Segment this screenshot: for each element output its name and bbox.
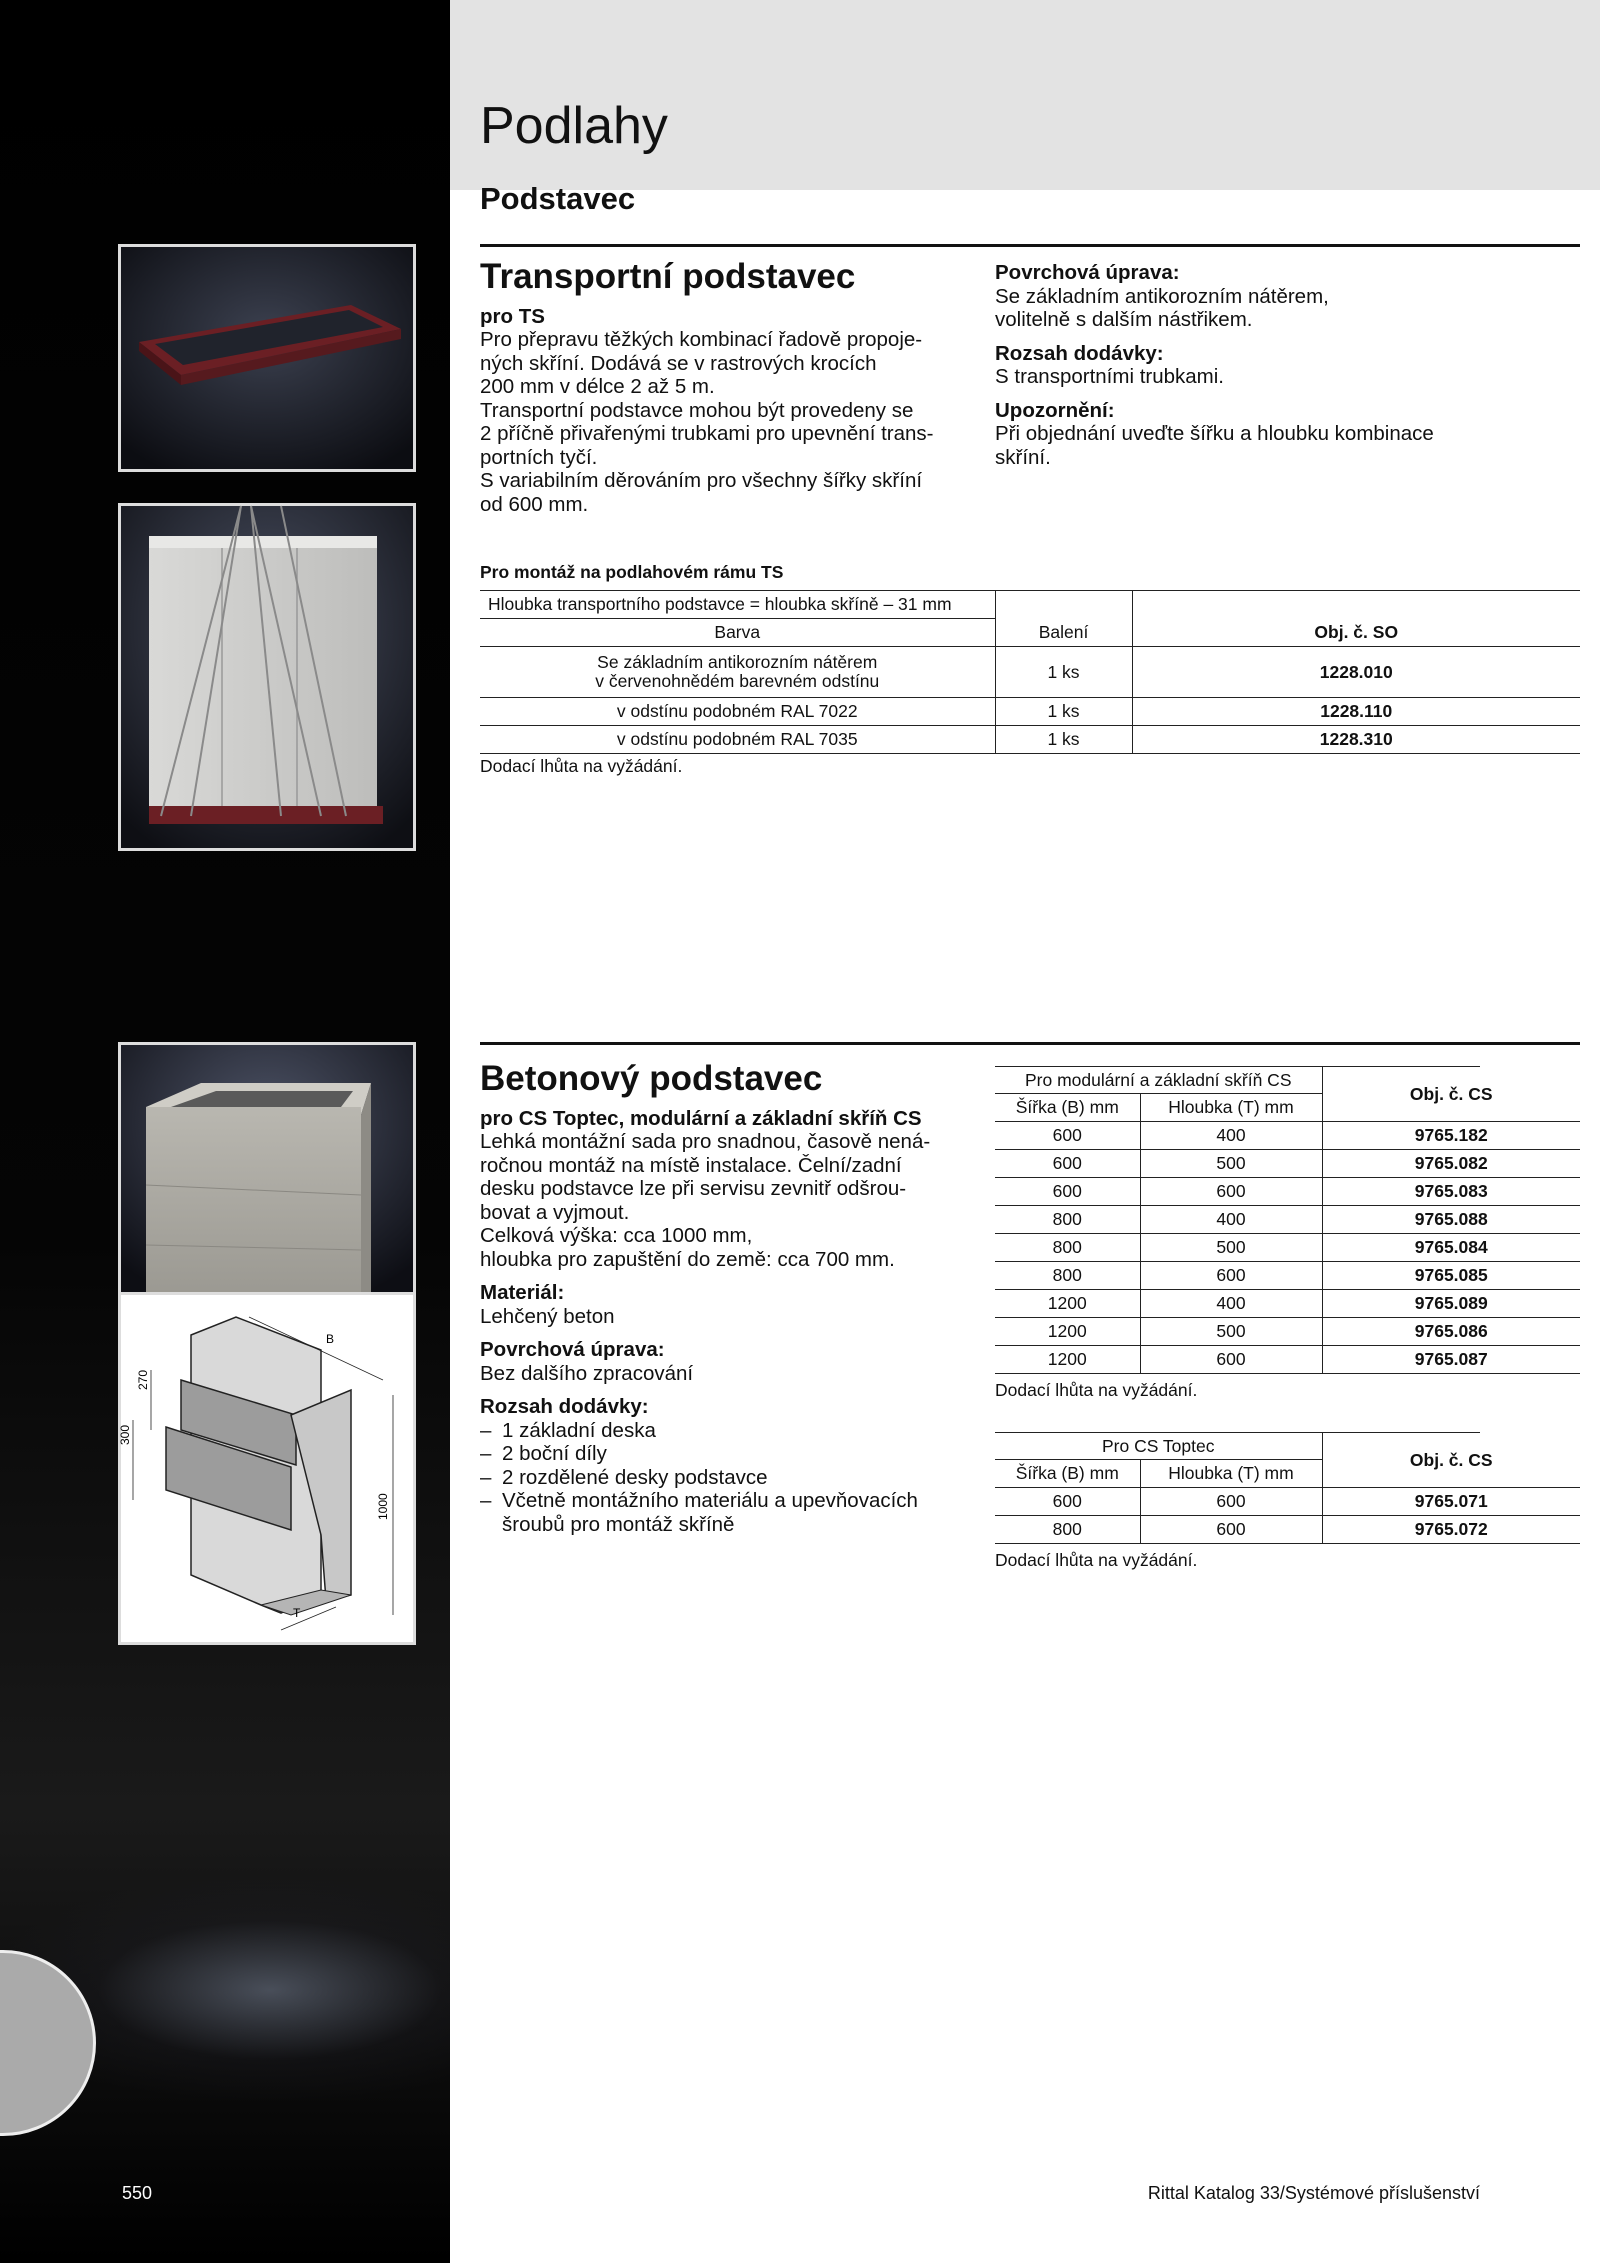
list-item: – Včetně montážního materiálu a upevňovacích šroubů pro montáž skříně <box>480 1489 960 1536</box>
cs-modular-table <box>995 1067 1580 1374</box>
table-row <box>995 1262 1580 1290</box>
order-no-cell: 9765.083 <box>1322 1178 1580 1206</box>
section1-title: Transportní podstavec <box>480 257 856 296</box>
order-no-cell: 9765.088 <box>1322 1206 1580 1234</box>
concrete-base-image <box>121 1045 413 1301</box>
depth-cell: 600 <box>1140 1262 1322 1290</box>
scope2-heading: Rozsah dodávky: <box>480 1395 649 1418</box>
depth-cell: 400 <box>1140 1206 1322 1234</box>
section2-description: Lehká montážní sada pro snadnou, časově nená- ročnou montáž na místě instalace. Čelní/zadní desku podstavce lze při servisu zevnitř odšrou- bovat a vyjmout. Celková výška: cca 1000 mm, hloubka pro zapuštění do země: cca 700 mm. <box>480 1130 931 1271</box>
table-row <box>480 647 1580 698</box>
table-row <box>480 698 1580 726</box>
depth-note-cell: Hloubka transportního podstavce = hloubka skříně – 31 mm <box>480 591 995 619</box>
table-row <box>480 726 1580 754</box>
header-color: Barva <box>480 619 995 647</box>
depth-cell: 400 <box>1140 1122 1322 1150</box>
table-row <box>995 1346 1580 1374</box>
table-row <box>995 1150 1580 1178</box>
depth-cell: 500 <box>1140 1150 1322 1178</box>
header-order-no: Obj. č. CS <box>1322 1433 1580 1488</box>
color-cell: Se základním antikorozním nátěrem v červenohnědém barevném odstínu <box>480 647 995 698</box>
width-cell: 600 <box>995 1178 1140 1206</box>
depth-cell: 600 <box>1140 1178 1322 1206</box>
material-text: Lehčený beton <box>480 1304 615 1328</box>
cs-toptec-table <box>995 1433 1580 1544</box>
surface-text: Se základním antikorozním nátěrem, volitelně s dalším nástřikem. <box>995 284 1329 331</box>
width-cell: 800 <box>995 1516 1140 1544</box>
package-cell: 1 ks <box>995 726 1132 754</box>
depth-cell: 600 <box>1140 1488 1322 1516</box>
order-no-cell: 9765.085 <box>1322 1262 1580 1290</box>
section1-properties <box>995 261 1580 469</box>
section2-for: pro CS Toptec, modulární a základní skříň CS <box>480 1106 922 1130</box>
table-header-row <box>480 619 1580 647</box>
table-row <box>995 1318 1580 1346</box>
order-no-cell: 1228.010 <box>1132 647 1580 698</box>
notice-heading: Upozornění: <box>995 398 1115 422</box>
table-row <box>995 1206 1580 1234</box>
page-subtitle: Podstavec <box>480 181 636 216</box>
delivery-note: Dodací lhůta na vyžádání. <box>995 1380 1198 1400</box>
page-title: Podlahy <box>480 97 668 155</box>
order-no-cell: 9765.072 <box>1322 1516 1580 1544</box>
table-row <box>995 1516 1580 1544</box>
width-cell: 800 <box>995 1262 1140 1290</box>
scope-list <box>480 1419 960 1537</box>
delivery-note: Dodací lhůta na vyžádání. <box>995 1550 1198 1570</box>
header-package: Balení <box>995 619 1132 647</box>
order-no-cell: 9765.087 <box>1322 1346 1580 1374</box>
dim-1000-label: 1000 <box>376 1493 390 1520</box>
concrete-base-photo <box>118 1042 416 1304</box>
width-cell: 600 <box>995 1488 1140 1516</box>
section1-description: Pro přepravu těžkých kombinací řadově propoje- ných skříní. Dodává se v rastrových krocích 200 mm v délce 2 až 5 m. Transportní podstavce mohou být provedeny se 2 příčně přivařenými trubkami pro upevnění trans- portních tyčí. S variabilním děrováním pro všechny šířky skříní od 600 mm. <box>480 328 934 516</box>
table-row <box>995 1488 1580 1516</box>
width-cell: 800 <box>995 1206 1140 1234</box>
section-divider <box>480 1042 1580 1045</box>
section1-for: pro TS <box>480 304 545 328</box>
dim-300-label: 300 <box>118 1424 132 1445</box>
list-item: – 2 rozdělené desky podstavce <box>480 1466 960 1490</box>
catalog-footer: Rittal Katalog 33/Systémové příslušenství <box>1147 2183 1480 2203</box>
surface2-heading: Povrchová úprava: <box>480 1338 665 1361</box>
header-width: Šířka (B) mm <box>995 1460 1140 1488</box>
section-divider <box>480 244 1580 247</box>
width-cell: 600 <box>995 1150 1140 1178</box>
header-depth: Hloubka (T) mm <box>1140 1460 1322 1488</box>
width-cell: 600 <box>995 1122 1140 1150</box>
width-cell: 1200 <box>995 1346 1140 1374</box>
table-group-row <box>995 1433 1580 1460</box>
material-heading: Materiál: <box>480 1281 565 1304</box>
width-cell: 1200 <box>995 1290 1140 1318</box>
table-row <box>995 1234 1580 1262</box>
header-order-no: Obj. č. CS <box>1322 1067 1580 1122</box>
header-band <box>450 0 1600 190</box>
header-order-no: Obj. č. SO <box>1132 619 1580 647</box>
color-cell: v odstínu podobném RAL 7035 <box>480 726 995 754</box>
depth-cell: 600 <box>1140 1346 1322 1374</box>
concrete-base-drawing <box>118 1295 413 1642</box>
delivery-note: Dodací lhůta na vyžádání. <box>480 756 683 776</box>
surface-heading: Povrchová úprava: <box>995 261 1180 284</box>
transport-base-table <box>480 591 1580 754</box>
order-no-cell: 9765.084 <box>1322 1234 1580 1262</box>
section2-title: Betonový podstavec <box>480 1059 823 1098</box>
depth-cell: 400 <box>1140 1290 1322 1318</box>
surface2-text: Bez dalšího zpracování <box>480 1361 694 1385</box>
dim-t-label: T <box>293 1606 301 1620</box>
section2-text <box>480 1060 960 1536</box>
order-no-cell: 9765.071 <box>1322 1488 1580 1516</box>
table-row <box>995 1290 1580 1318</box>
table-row <box>995 1122 1580 1150</box>
order-no-cell: 9765.086 <box>1322 1318 1580 1346</box>
group-header: Pro modulární a základní skříň CS <box>995 1067 1322 1094</box>
header-depth: Hloubka (T) mm <box>1140 1094 1322 1122</box>
list-item: – 1 základní deska <box>480 1419 960 1443</box>
cabinet-on-base-photo <box>118 503 416 851</box>
depth-cell: 600 <box>1140 1516 1322 1544</box>
package-cell: 1 ks <box>995 698 1132 726</box>
concrete-base-diagram <box>118 1292 416 1645</box>
notice-text: Při objednání uveďte šířku a hloubku kombinace skříní. <box>995 422 1434 469</box>
order-no-cell: 9765.082 <box>1322 1150 1580 1178</box>
transport-base-photo <box>118 244 416 472</box>
table-row <box>480 591 1580 619</box>
section1-text <box>480 258 960 516</box>
order-no-cell: 9765.182 <box>1322 1122 1580 1150</box>
cabinet-on-base-image <box>121 506 413 848</box>
table-caption: Pro montáž na podlahovém rámu TS <box>480 562 784 582</box>
table-group-row <box>995 1067 1580 1094</box>
group-header: Pro CS Toptec <box>995 1433 1322 1460</box>
dim-270-label: 270 <box>136 1369 150 1390</box>
depth-cell: 500 <box>1140 1234 1322 1262</box>
list-item: – 2 boční díly <box>480 1442 960 1466</box>
table-row <box>995 1178 1580 1206</box>
depth-cell: 500 <box>1140 1318 1322 1346</box>
color-cell: v odstínu podobném RAL 7022 <box>480 698 995 726</box>
order-no-cell: 1228.310 <box>1132 726 1580 754</box>
header-width: Šířka (B) mm <box>995 1094 1140 1122</box>
package-cell: 1 ks <box>995 647 1132 698</box>
scope-text: S transportními trubkami. <box>995 365 1224 388</box>
width-cell: 1200 <box>995 1318 1140 1346</box>
page-number: 550 <box>122 2183 153 2203</box>
order-no-cell: 1228.110 <box>1132 698 1580 726</box>
transport-base-image <box>121 247 413 469</box>
width-cell: 800 <box>995 1234 1140 1262</box>
scope-heading: Rozsah dodávky: <box>995 341 1164 365</box>
dim-b-label: B <box>326 1332 335 1346</box>
order-no-cell: 9765.089 <box>1322 1290 1580 1318</box>
